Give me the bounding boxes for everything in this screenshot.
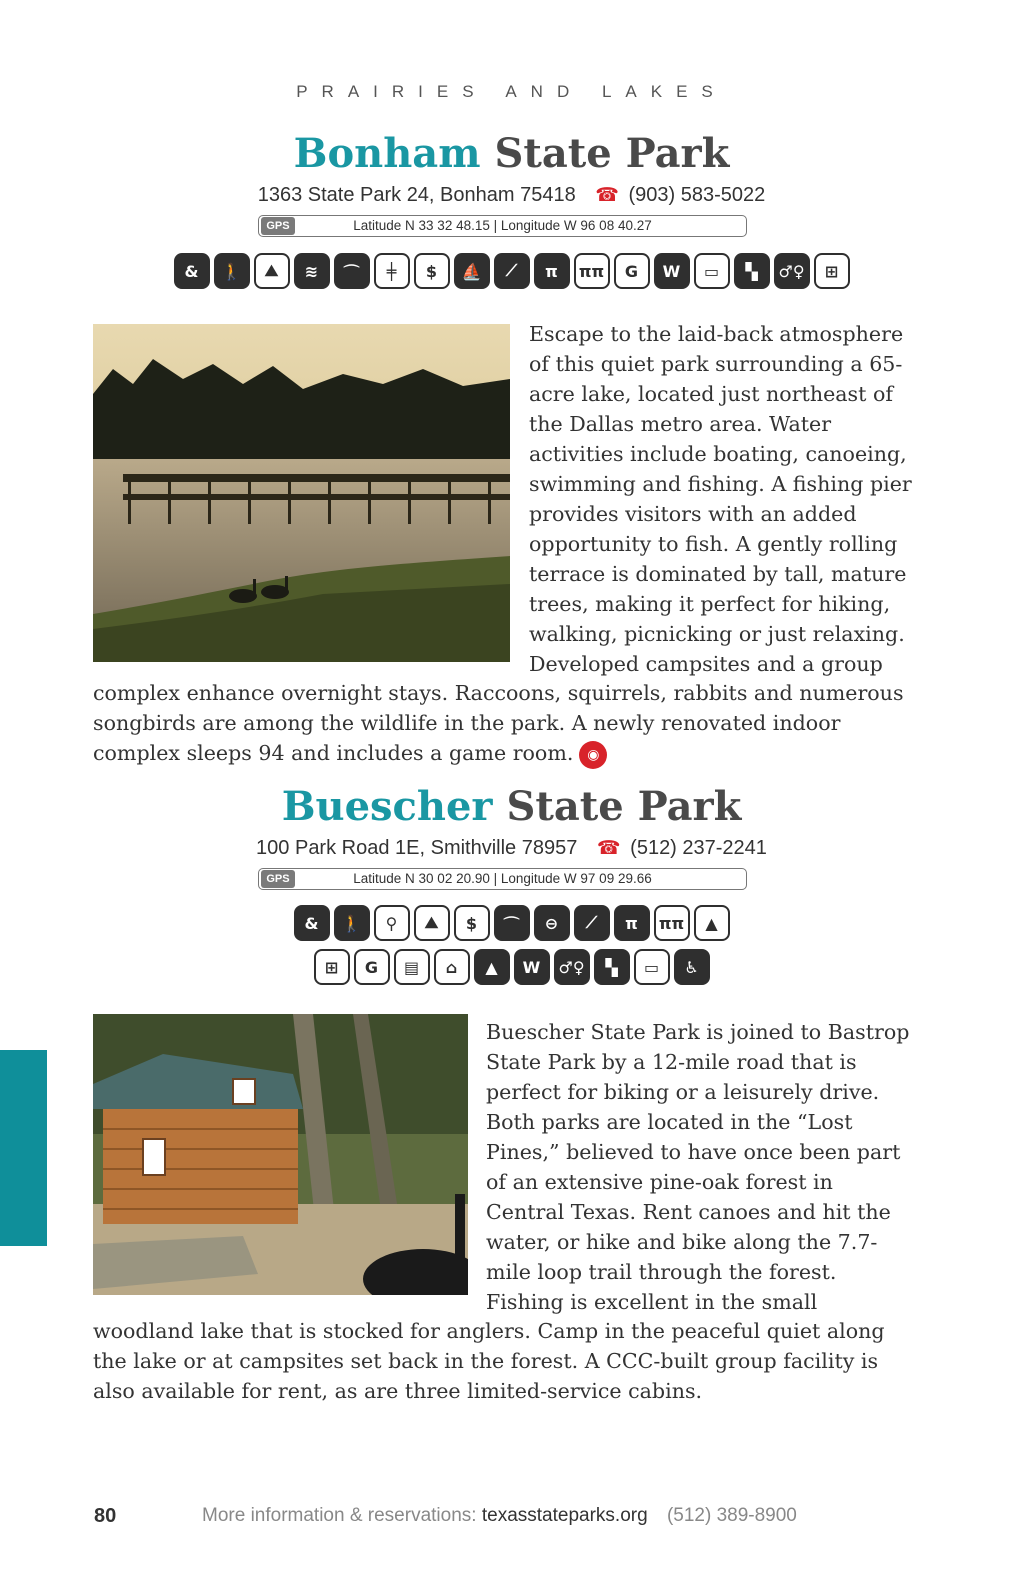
group-picnic-icon: ππ bbox=[574, 253, 610, 289]
gps-coordinates: Latitude N 30 02 20.90 | Longitude W 97 09 29.66 bbox=[353, 871, 652, 886]
boat-ramp-icon: $ bbox=[414, 253, 450, 289]
fishing-icon: ⌒ bbox=[334, 253, 370, 289]
park-phone[interactable]: (512) 237-2241 bbox=[630, 837, 767, 859]
gps-badge: GPS bbox=[261, 870, 295, 888]
group-lodge-icon: G bbox=[614, 253, 650, 289]
restrooms-icon: ♂♀ bbox=[774, 253, 810, 289]
hiking-icon: 🚶 bbox=[334, 905, 370, 941]
park-address: 100 Park Road 1E, Smithville 78957 bbox=[256, 837, 578, 859]
cc-icon: & bbox=[294, 905, 330, 941]
rv-icon: ▭ bbox=[634, 949, 670, 985]
camping-icon: ▲ bbox=[694, 905, 730, 941]
park-title-bonham bbox=[0, 130, 1023, 177]
dump-station-icon: ▚ bbox=[734, 253, 770, 289]
group-picnic-icon: ππ bbox=[654, 905, 690, 941]
tent-camping-icon: ▲ bbox=[474, 949, 510, 985]
park-title-accent: Buescher bbox=[281, 783, 493, 830]
gps-coordinates: Latitude N 33 32 48.15 | Longitude W 96 08 40.27 bbox=[353, 218, 652, 233]
park-address-line bbox=[0, 184, 1023, 207]
biking-icon: ⚲ bbox=[374, 905, 410, 941]
picnic-icon: π bbox=[534, 253, 570, 289]
gift-shop-icon: ⊞ bbox=[314, 949, 350, 985]
gift-shop-icon: ⊞ bbox=[814, 253, 850, 289]
park-title-rest: State Park bbox=[506, 783, 742, 830]
picnic-icon: π bbox=[614, 905, 650, 941]
park-address: 1363 State Park 24, Bonham 75418 bbox=[257, 184, 576, 206]
boating-icon: ⛵ bbox=[454, 253, 490, 289]
footer-phone: (512) 389-8900 bbox=[666, 1505, 797, 1526]
rv-icon: ▭ bbox=[694, 253, 730, 289]
phone-icon: ☎ bbox=[596, 838, 621, 859]
restrooms-icon: ♂♀ bbox=[554, 949, 590, 985]
hiking-icon: 🚶 bbox=[214, 253, 250, 289]
amenity-icons-row-1 bbox=[0, 905, 1023, 941]
park-description-full bbox=[93, 678, 923, 769]
park-description-text: complex enhance overnight stays. Raccoons, squirrels, rabbits and numerous songbirds are among the wildlife in the park. A newly renovated indoor complex sleeps 94 and includes a game room. bbox=[93, 681, 904, 765]
cabin-photo bbox=[93, 1014, 468, 1295]
section-tab bbox=[0, 1050, 47, 1246]
phone-icon: ☎ bbox=[595, 185, 619, 206]
mountain-bike-icon: ⛰ bbox=[414, 905, 450, 941]
walk-in-camping-icon: W bbox=[514, 949, 550, 985]
footer-website-link[interactable]: texasstateparks.org bbox=[481, 1505, 648, 1526]
canoe-icon: ⟋ bbox=[574, 905, 610, 941]
section-header: PRAIRIES AND LAKES bbox=[296, 82, 727, 101]
amenity-icons-row-2 bbox=[0, 949, 1023, 985]
park-description-full: woodland lake that is stocked for anglers. Camp in the peaceful quiet along the lake or at campsites set back in the forest. A CCC-built group facility is also available for rent, as are three limited-service cabins. bbox=[93, 1319, 885, 1403]
geocaching-icon: ⊖ bbox=[534, 905, 570, 941]
screened-shelter-icon: ⌂ bbox=[434, 949, 470, 985]
fishing-pier-icon: ╪ bbox=[374, 253, 410, 289]
park-title-rest: State Park bbox=[494, 130, 730, 177]
walk-in-camping-icon: W bbox=[654, 253, 690, 289]
group-lodge-icon: G bbox=[354, 949, 390, 985]
park-title-buescher bbox=[0, 783, 1023, 830]
footer-info bbox=[202, 1505, 797, 1527]
park-description-wrapped: Buescher State Park is joined to Bastrop State Park by a 12-mile road that is perfect for biking or a leisurely drive. Both parks are located in the “Lost Pines,” believed to have once been part of an extensive pine-oak forest in Central Texas. Rent canoes and hit the water, or hike and bike along the 7.7-mile loop trail through the forest. Fishing is excellent in the small bbox=[486, 1020, 910, 1314]
gps-bar bbox=[258, 868, 747, 890]
boat-ramp-icon: $ bbox=[454, 905, 490, 941]
park-description-wrapped: Escape to the laid-back atmosphere of this quiet park surrounding a 65-acre lake, located just northeast of the Dallas metro area. Water activities include boating, canoeing, swimming and fishing. A fishing pier provides visitors with an added opportunity to fish. A gently rolling terrace is dominated by tall, mature trees, making it perfect for hiking, walking, picnicking or just relaxing. Developed campsites and a group bbox=[529, 322, 912, 676]
gps-bar bbox=[258, 215, 747, 237]
amenity-icons bbox=[0, 253, 1023, 289]
swimming-icon: ≋ bbox=[294, 253, 330, 289]
fishing-icon: ⌒ bbox=[494, 905, 530, 941]
mountain-bike-icon: ⛰ bbox=[254, 253, 290, 289]
lake-pier-photo bbox=[93, 324, 510, 662]
cc-icon: & bbox=[174, 253, 210, 289]
park-title-accent: Bonham bbox=[293, 130, 481, 177]
canoe-icon: ⟋ bbox=[494, 253, 530, 289]
accessible-icon: ♿ bbox=[674, 949, 710, 985]
showers-icon: ▚ bbox=[594, 949, 630, 985]
wifi-icon: ◉ bbox=[579, 741, 607, 769]
park-phone[interactable]: (903) 583-5022 bbox=[628, 184, 766, 206]
group-hall-icon: ▤ bbox=[394, 949, 430, 985]
footer-info-label: More information & reservations: bbox=[202, 1505, 477, 1526]
page-number: 80 bbox=[94, 1505, 117, 1527]
park-address-line bbox=[0, 837, 1023, 860]
gps-badge: GPS bbox=[261, 217, 295, 235]
